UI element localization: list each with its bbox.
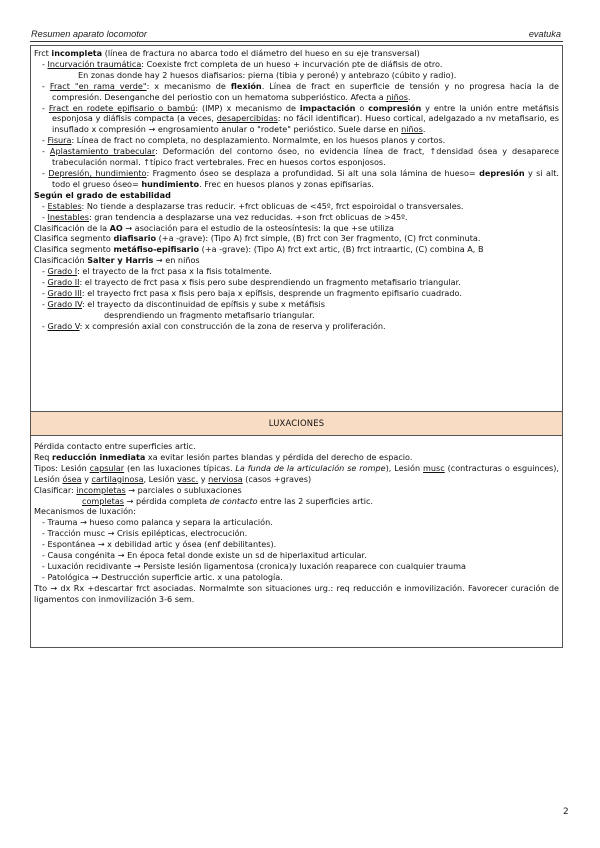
- mecanismo-item: - Luxación recidivante → Persiste lesión ligamentosa (cronica)y luxación reaparece con cualquier trauma: [42, 560, 466, 571]
- grado-3-item: - Grado III: el trayecto frct pasa x fisis pero baja x epífisis, desprende un fragmento epifisario cuadrado.: [42, 287, 462, 298]
- fracturas-section: [30, 45, 563, 412]
- luxaciones-heading: LUXACIONES: [30, 412, 563, 436]
- grado-1-item: - Grado I: el trayecto de la frct pasa x la fisis totalmente.: [42, 266, 272, 277]
- reduccion-line: Req reducción inmediata xa evitar lesión partes blandas y pérdida del derecho de espacio.: [34, 451, 413, 462]
- grado-2-item: - Grado II: el trayecto de frct pasa x fisis pero sube desprendiendo un fragmento metafisario triangular.: [42, 277, 461, 288]
- incurvacion-item: - Incurvación traumática: Coexiste frct completa de un hueso + incurvación pte de diáfisis de otro.: [42, 58, 443, 69]
- incurvacion-detail: En zonas donde hay 2 huesos diafisarios: pierna (tibia y peroné) y antebrazo (cúbito y radio).: [78, 69, 457, 80]
- metafiso-line: Clasifica segmento metáfiso-epifisario (+a -grave): (Tipo A) frct ext artic, (B) frct intraartic, (C) combina A, B: [34, 244, 484, 255]
- grado-5-item: - Grado V: x compresión axial con construcción de la zona de reserva y proliferación.: [42, 320, 386, 331]
- tratamiento-line: Tto → dx Rx +descartar frct asociadas. Normalmte son situaciones urg.: req reducción e inmovilización. Favorecer curación de ligamentos con inmovilización 3-6 sem.: [34, 582, 559, 604]
- aplastamiento-item: - Aplastamiento trabecular: Deformación del contorno óseo, no evidencia línea de fract, ↑densidad ósea y desaparece trabeculación normal. ↑típico fract vertebrales. Frec en huesos cortos esponjosos.: [42, 146, 559, 168]
- mecanismo-item: - Causa congénita → En época fetal donde existe un sd de hiperlaxitud articular.: [42, 550, 367, 561]
- clasificar-incompletas: Clasificar: incompletas → parciales o subluxaciones: [34, 484, 242, 495]
- page-header: [30, 28, 563, 42]
- rodete-item: - Fract en rodete epifisario o bambú: (IMP) x mecanismo de impactación o compresión y entre la unión entre metáfisis esponjosa y diáfisis compacta (a veces, desapercibidas: no fácil identificar). Hueso cortical, adelgazado a nv metafisario, es insuflado x compresión → engrosamiento anular o "rodete" perióstico. Suele darse en niños.: [42, 102, 559, 135]
- luxaciones-section: [30, 436, 563, 648]
- rama-verde-item: - Fract "en rama verde": x mecanismo de flexión. Línea de fract en superficie de tensión y no progresa hacia la de compresión. Desenganche del periostio con un hematoma subperióstico. Afecta a niños.: [42, 80, 559, 102]
- clasificar-completas: completas → pérdida completa de contacto entre las 2 superficies artic.: [82, 495, 373, 506]
- salter-harris-line: Clasificación Salter y Harris → en niños: [34, 255, 200, 266]
- diafisario-line: Clasifica segmento diafisario (+a -grave): (Tipo A) frct simple, (B) frct con 3er fragmento, (C) frct conminuta.: [34, 233, 481, 244]
- estabilidad-heading: Según el grado de estabilidad: [34, 189, 171, 200]
- ao-line: Clasificación de la AO → asociación para el estudio de la osteosíntesis: la que +se utiliza: [34, 222, 394, 233]
- header-author: evatuka: [528, 29, 561, 39]
- grado-4-item: - Grado IV: el trayecto da discontinuidad de epífisis y sube x metáfisis: [42, 298, 325, 309]
- grado-4-detail: desprendiendo un fragmento metafisario triangular.: [104, 309, 315, 320]
- mecanismo-item: - Tracción musc → Crisis epilépticas, electrocución.: [42, 528, 248, 539]
- mecanismos-heading: Mecanismos de luxación:: [34, 506, 136, 517]
- fisura-item: - Fisura: Línea de fract no completa, no desplazamiento. Normalmte, en los huesos planos y cortos.: [42, 135, 446, 146]
- header-title: Resumen aparato locomotor: [31, 29, 147, 39]
- incompleta-line: Frct incompleta (línea de fractura no abarca todo el diámetro del hueso en su eje transversal): [34, 48, 420, 58]
- estables-item: - Estables: No tiende a desplazarse tras reducir. +frct oblicuas de <45º, frct espoiroidal o transversales.: [42, 200, 464, 211]
- inestables-item: - Inestables: gran tendencia a desplazarse una vez reducidas. +son frct oblicuas de >45º.: [42, 211, 408, 222]
- mecanismo-item: - Trauma → hueso como palanca y separa la articulación.: [42, 517, 273, 528]
- mecanismo-item: - Patológica → Destrucción superficie artic. x una patología.: [42, 571, 283, 582]
- mecanismo-item: - Espontánea → x debilidad artic y ósea (enf debilitantes).: [42, 539, 277, 550]
- page-number: 2: [563, 807, 569, 817]
- tipos-line: Tipos: Lesión capsular (en las luxaciones típicas. La funda de la articulación se rompe), Lesión musc (contracturas o esguinces), Lesión ósea y cartilaginosa, Lesión vasc. y nerviosa (casos +graves): [34, 462, 559, 484]
- luxacion-definition: Pérdida contacto entre superficies artic.: [34, 441, 196, 451]
- depresion-item: - Depresión, hundimiento: Fragmento óseo se desplaza a profundidad. Si alt una sola lámina de hueso= depresión y si alt. todo el grueso óseo= hundimiento. Frec en huesos planos y zonas epifisarias.: [42, 167, 559, 189]
